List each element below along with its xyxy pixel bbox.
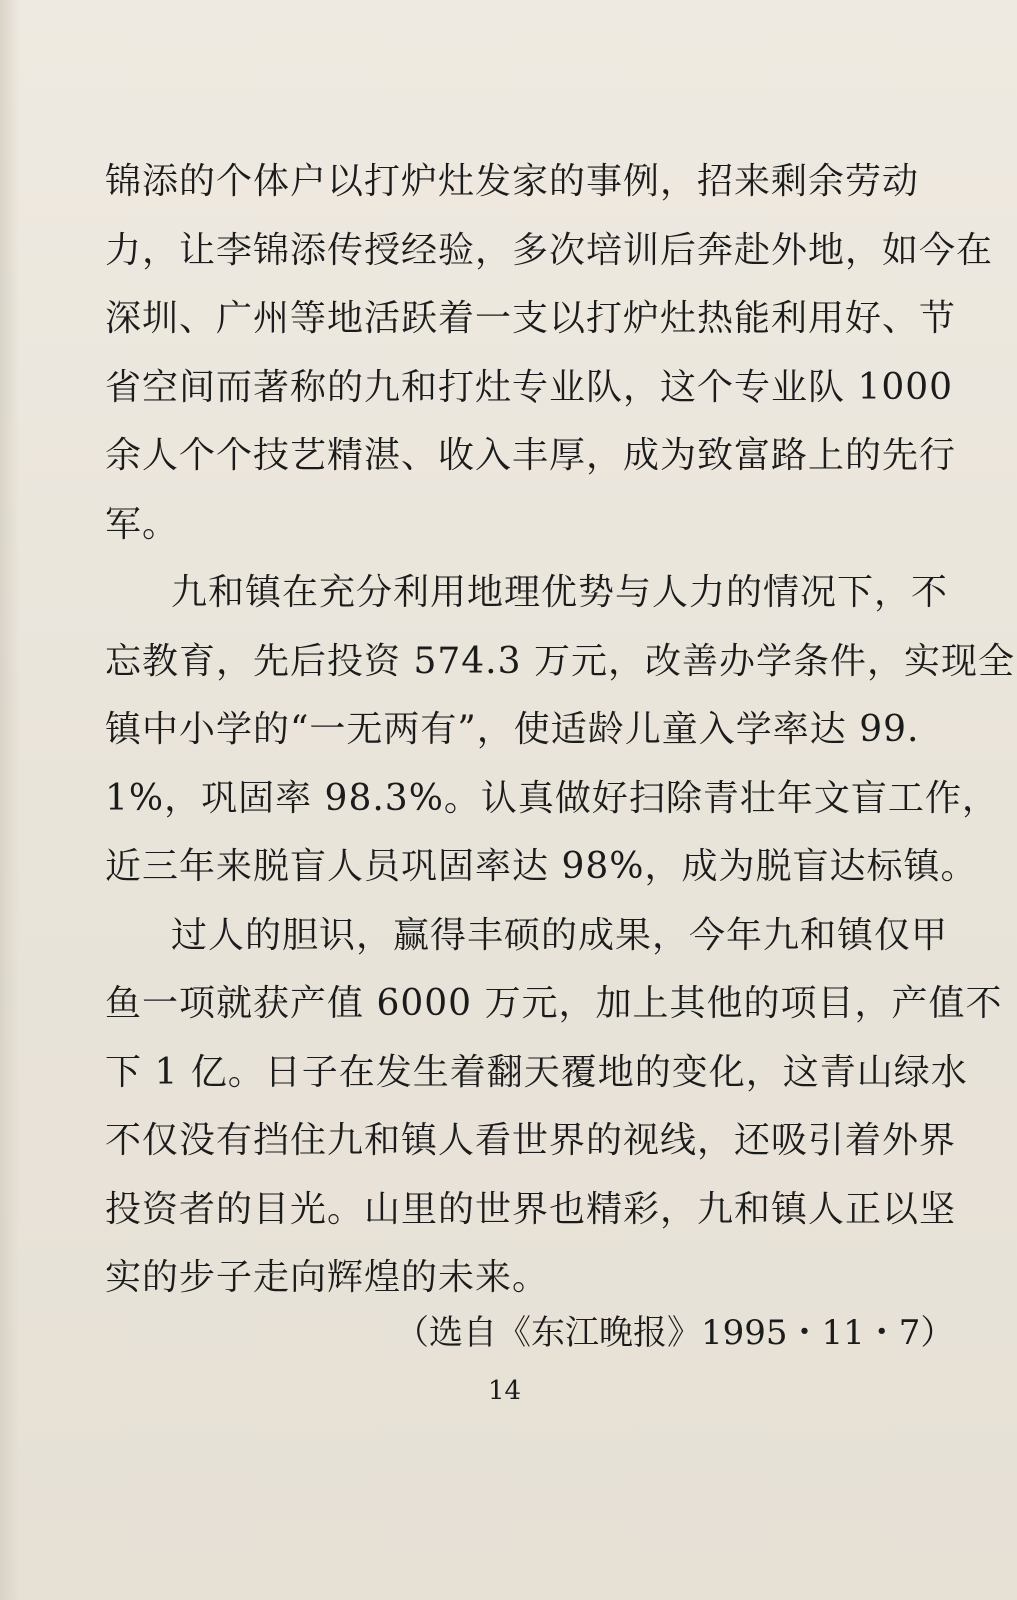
paragraph-3 (105, 902, 1003, 1313)
text-line: 军。 (105, 503, 180, 545)
text-line: 过人的胆识，赢得丰硕的成果，今年九和镇仅甲 (171, 914, 949, 956)
text-line: 深圳、广州等地活跃着一支以打炉灶热能利用好、节 (105, 298, 957, 339)
text-line: 鱼一项就获产值 6000 万元，加上其他的项目，产值不 (105, 983, 1003, 1024)
text-line: 下 1 亿。日子在发生着翻天覆地的变化，这青山绿水 (105, 1051, 968, 1093)
source-citation: （选自《东江晚报》1995・11・7） (395, 1313, 955, 1353)
text-line: 省空间而著称的九和打灶专业队，这个专业队 1000 (105, 366, 954, 408)
text-line: 实的步子走向辉煌的未来。 (105, 1257, 550, 1298)
paragraph-2 (105, 559, 1015, 902)
paragraph-1 (105, 148, 994, 559)
text-line: 1%，巩固率 98.3%。认真做好扫除青壮年文盲工作， (105, 777, 999, 819)
text-line: 投资者的目光。山里的世界也精彩，九和镇人正以坚 (105, 1188, 957, 1230)
text-line: 忘教育，先后投资 574.3 万元，改善办学条件，实现全 (105, 640, 1015, 682)
page-binding-shadow (0, 0, 20, 1600)
text-line: 镇中小学的“一无两有”，使适龄儿童入学率达 99. (105, 709, 920, 750)
text-line: 近三年来脱盲人员巩固率达 98%，成为脱盲达标镇。 (105, 846, 978, 887)
text-line: 九和镇在充分利用地理优势与人力的情况下，不 (171, 572, 949, 613)
page-number: 14 (488, 1376, 522, 1406)
text-line: 不仅没有挡住九和镇人看世界的视线，还吸引着外界 (105, 1120, 957, 1161)
text-line: 力，让李锦添传授经验，多次培训后奔赴外地，如今在 (105, 229, 994, 271)
text-line: 余人个个技艺精湛、收入丰厚，成为致富路上的先行 (105, 435, 957, 476)
text-line: 锦添的个体户以打炉灶发家的事例，招来剩余劳动 (105, 161, 920, 202)
body-text (105, 148, 1015, 1313)
